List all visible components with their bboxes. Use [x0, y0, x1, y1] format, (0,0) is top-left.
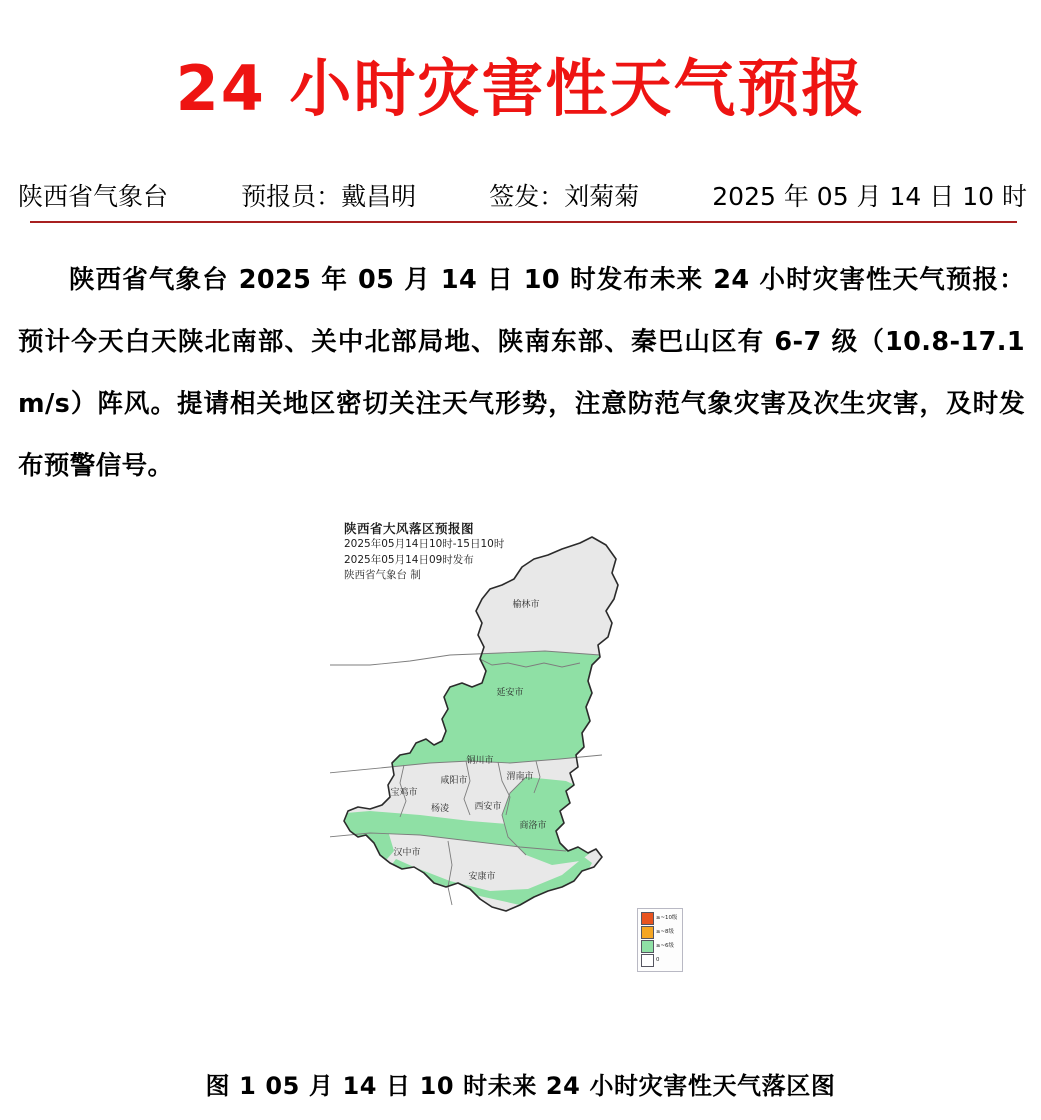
figure-caption: 图 1 05 月 14 日 10 时未来 24 小时灾害性天气落区图	[205, 1071, 836, 1100]
legend-item	[641, 954, 680, 968]
forecast-map-figure	[0, 515, 1041, 945]
city-label: 西安市	[474, 801, 502, 812]
legend-swatch-level10	[641, 912, 654, 925]
legend-item	[641, 926, 680, 940]
city-label: 渭南市	[506, 771, 534, 782]
legend-label: ≥~10级	[656, 914, 678, 921]
shaanxi-wind-map	[330, 515, 730, 935]
document-page	[0, 42, 1041, 1120]
city-label: 宝鸡市	[390, 787, 418, 798]
legend-swatch-zero	[641, 954, 654, 967]
map-title: 陕西省大风落区预报图	[344, 520, 475, 536]
byline-section	[0, 182, 1041, 223]
city-label: 商洛市	[519, 820, 547, 831]
city-label: 铜川市	[466, 755, 494, 766]
map-producer: 陕西省气象台 制	[344, 569, 421, 582]
forecaster: 预报员：戴昌明	[241, 181, 417, 211]
map-issued-time: 2025年05月14日09时发布	[344, 553, 474, 566]
map-valid-period: 2025年05月14日10时-15日10时	[344, 538, 505, 551]
forecast-body-text: 陕西省气象台 2025 年 05 月 14 日 10 时发布未来 24 小时灾害性天气预报：预计今天白天陕北南部、关中北部局地、陕南东部、秦巴山区有 6-7 级（10.8-17.1m/s）阵风。提请相关地区密切关注天气形势，注意防范气象灾害及次生灾害，及时发布预警信号。	[18, 264, 1025, 481]
issuing-office: 陕西省气象台	[18, 181, 169, 211]
city-label: 延安市	[496, 687, 524, 698]
header-divider	[30, 221, 1017, 223]
map-legend	[637, 908, 683, 972]
city-label: 杨凌	[430, 803, 450, 814]
byline	[18, 182, 1027, 221]
city-label: 安康市	[468, 871, 496, 882]
legend-item	[641, 912, 680, 926]
legend-swatch-level6	[641, 940, 654, 953]
issue-datetime: 2025 年 05 月 14 日 10 时	[712, 181, 1027, 211]
legend-label: ≥~8级	[656, 928, 674, 935]
city-label: 汉中市	[393, 847, 421, 858]
legend-label: 0	[656, 956, 660, 963]
map-stage	[330, 515, 730, 935]
legend-label: ≥~6级	[656, 942, 674, 949]
signer: 签发：刘菊菊	[489, 181, 640, 211]
city-label: 榆林市	[512, 599, 540, 610]
legend-item	[641, 940, 680, 954]
page-title: 24 小时灾害性天气预报	[175, 51, 866, 125]
city-label: 咸阳市	[440, 775, 468, 786]
legend-swatch-level8	[641, 926, 654, 939]
